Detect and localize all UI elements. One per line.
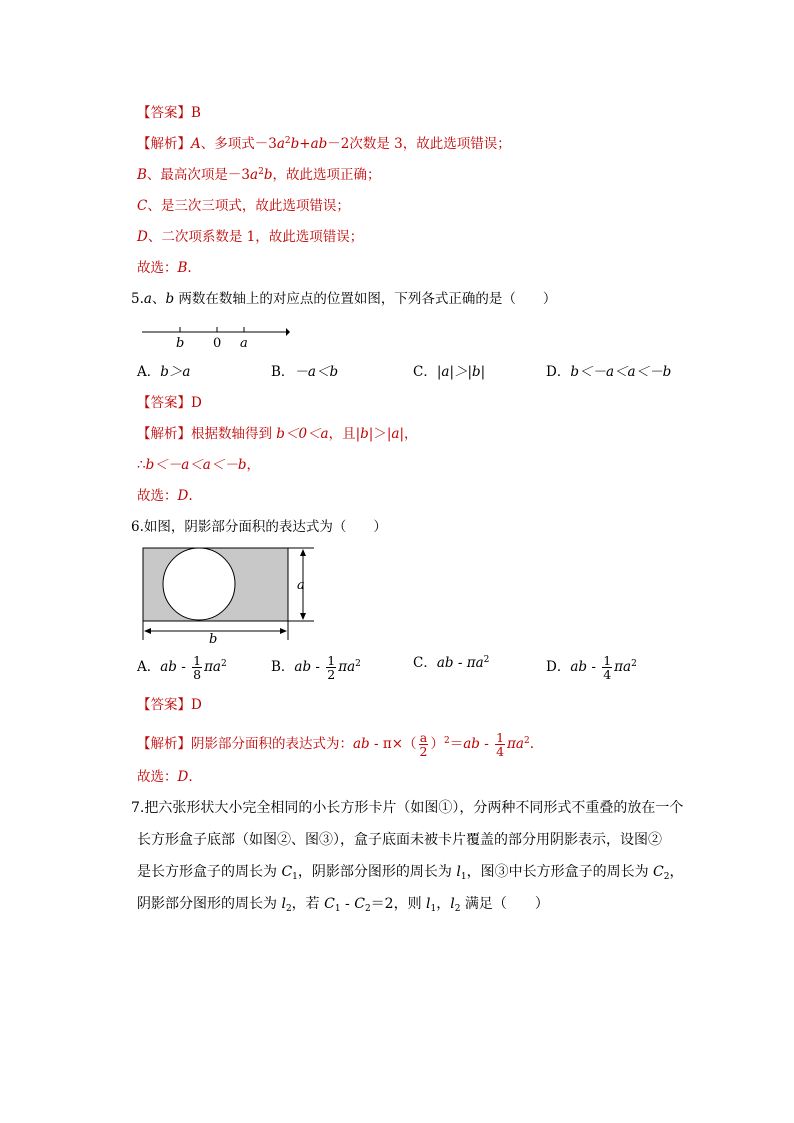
- q4-analysis-line-1: 【解析】A、多项式$-3a^2b+ab-2$次数是 3，故此选项错误；: [137, 136, 511, 152]
- q7-stem-line-1: 7.把六张形状大小完全相同的小长方形卡片（如图①），分两种不同形式不重叠的放在一个: [131, 800, 684, 816]
- dim-b-arrow-left: [144, 628, 151, 634]
- q6-analysis-line: 【解析】阴影部分面积的表达式为：ab - π×（ $\frac{a}{2}$ ）$^2$＝ab - $\frac{1}{4}$ $\pi a^2$.: [137, 730, 534, 759]
- q4-analysis-line-2: B、最高次项是$-3a^2b$，故此选项正确；: [137, 167, 381, 183]
- q5-answer-line: 【答案】D: [137, 395, 202, 411]
- q5-analysis-line-1: 【解析】根据数轴得到 b＜0＜a，且|b|＞|a|，: [137, 426, 418, 442]
- answer-tag: 【答案】: [137, 105, 191, 121]
- dim-a-arrow-down: [300, 613, 306, 620]
- q4-analysis-line-3: C、是三次三项式，故此选项错误；: [137, 198, 350, 214]
- q5-option-a[interactable]: A．b＞a: [137, 364, 191, 380]
- q5-analysis-line-2: ∴b＜－a＜a＜－b，: [137, 457, 260, 473]
- fraction: $\frac{1}{4}$: [603, 653, 612, 682]
- q6-answer-line: 【答案】D: [137, 697, 202, 713]
- white-circle: [163, 548, 235, 620]
- rectangle-circle-figure: [138, 544, 320, 644]
- fraction: $\frac{1}{4}$: [496, 730, 505, 759]
- label-b: b: [176, 336, 185, 351]
- q7-stem-line-2: 长方形盒子底部（如图②、图③），盒子底面未被卡片覆盖的部分用阴影表示，设图②: [137, 832, 662, 848]
- number-line-arrow: [286, 328, 290, 336]
- q4-choose-line: 故选：B.: [137, 260, 192, 276]
- q4-answer-line: [137, 104, 201, 122]
- answer-value: B: [191, 105, 201, 121]
- number-line-figure: [140, 322, 300, 352]
- q6-option-c[interactable]: C．ab - $\pi a^2$: [413, 655, 490, 671]
- q6-option-b[interactable]: B．ab - $\frac{1}{2}$ $\pi a^2$: [271, 653, 361, 682]
- q7-stem-line-4: 阴影部分图形的周长为 $l_2$，若 $C_1 - C_2=2$，则 $l_1$，$l_2$ 满足（ ）: [137, 896, 549, 914]
- dim-b-arrow-right: [280, 628, 287, 634]
- q6-choose-line: 故选：D.: [137, 769, 193, 785]
- q6-stem: 6.如图，阴影部分面积的表达式为（ ）: [131, 519, 387, 535]
- q5-option-d[interactable]: D．b＜－a＜a＜－b: [546, 364, 672, 380]
- analysis-tag: 【解析】: [137, 136, 191, 152]
- q6-option-d[interactable]: D．ab - $\frac{1}{4}$ $\pi a^2$: [546, 653, 637, 682]
- q6-option-a[interactable]: A．ab - $\frac{1}{8}$ $\pi a^2$: [137, 653, 227, 682]
- fraction: $\frac{1}{2}$: [327, 653, 336, 682]
- q4-analysis-line-4: D、二次项系数是 1，故此选项错误；: [137, 229, 364, 245]
- label-a: a: [240, 336, 248, 351]
- q5-option-b[interactable]: B．－a＜b: [271, 364, 339, 380]
- q5-stem: 5.a、b 两数在数轴上的对应点的位置如图，下列各式正确的是（ ）: [131, 291, 557, 307]
- q5-choose-line: 故选：D.: [137, 488, 193, 504]
- label-0: 0: [213, 336, 222, 351]
- dim-a-label: a: [297, 578, 305, 593]
- fraction: $\frac{1}{8}$: [193, 653, 202, 682]
- fraction: $\frac{a}{2}$: [419, 730, 428, 759]
- q7-stem-line-3: 是长方形盒子的周长为 $C_1$，阴影部分图形的周长为 $l_1$，图③中长方形盒子的周长为 $C_2$，: [137, 864, 684, 882]
- dim-a-arrow-up: [300, 549, 306, 556]
- q5-option-c[interactable]: C．|a|＞|b|: [413, 364, 486, 380]
- dim-b-label: b: [209, 632, 218, 644]
